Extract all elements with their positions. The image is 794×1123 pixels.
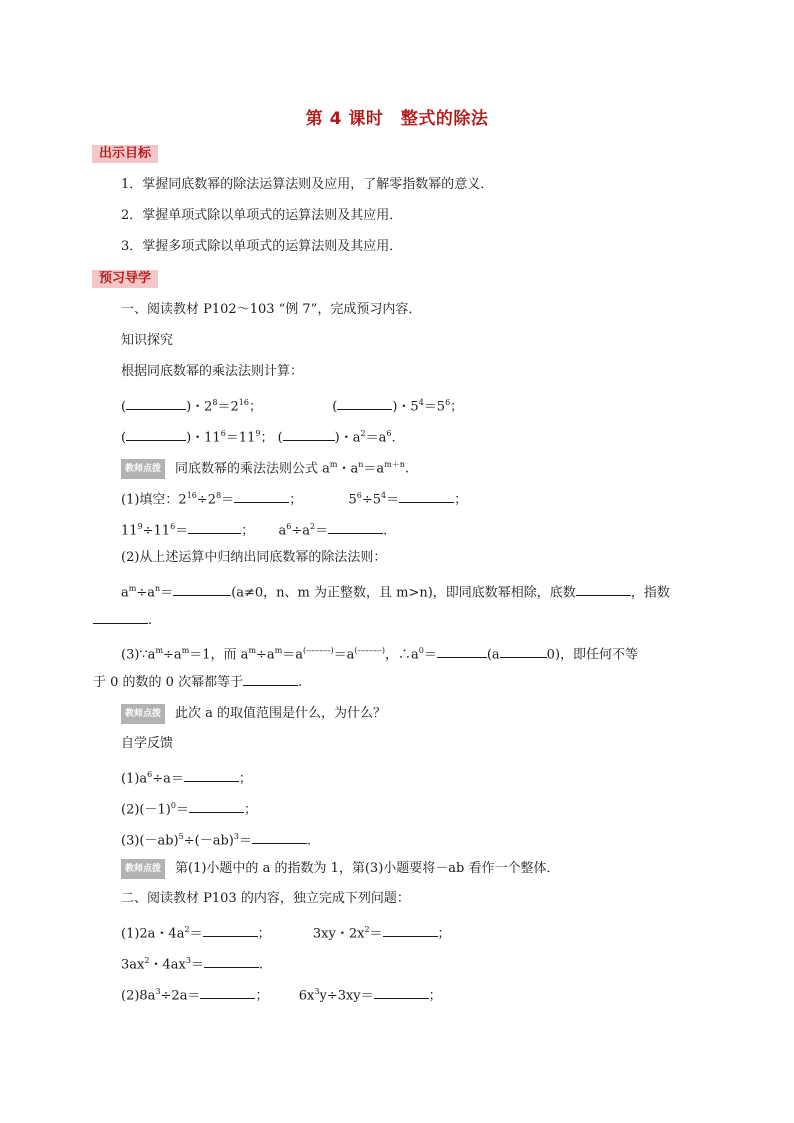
answer-blank[interactable]	[437, 645, 487, 658]
rule-question: (2)从上述运算中归纳出同底数幂的除法法则：	[121, 550, 387, 565]
feedback-item-2: $(2)(-1)^0=$ ；	[121, 801, 257, 818]
goal-item: 1．掌握同底数幂的除法运算法则及应用，了解零指数幂的意义．	[121, 177, 494, 192]
subheading-self-feedback: 自学反馈	[121, 736, 174, 751]
feedback-item-3: $(3)(-ab)^5\div(-ab)^3=$ .	[121, 832, 312, 849]
teacher-tip-badge: 教师点拨	[121, 704, 165, 724]
goal-item: 3．掌握多项式除以单项式的运算法则及其应用．	[121, 239, 403, 254]
answer-blank[interactable]	[188, 521, 241, 534]
reading-instruction-1: 一、阅读教材 P102～103 “例 7”，完成预习内容．	[121, 302, 422, 317]
answer-blank[interactable]	[184, 769, 239, 782]
answer-blank[interactable]	[173, 583, 231, 596]
section-tag-preview: 预习导学	[92, 270, 158, 288]
rule-row-2: .	[93, 611, 152, 630]
answer-blank[interactable]	[126, 397, 186, 410]
answer-blank[interactable]	[337, 397, 392, 410]
answer-blank[interactable]	[189, 800, 244, 813]
teacher-tip-2: 教师点拨 此次 a 的取值范围是什么，为什么？	[121, 704, 386, 724]
exponent-blank[interactable]: (---------)	[303, 646, 334, 655]
reading-instruction-2: 二、阅读教材 P103 的内容，独立完成下列问题：	[121, 891, 410, 906]
question-row-3: $(2)8a^3\div 2a=$ ； $6x^3y\div 3xy=$ ；	[121, 987, 442, 1004]
answer-blank[interactable]	[399, 490, 454, 503]
calc-intro: 根据同底数幂的乘法法则计算：	[121, 364, 304, 379]
teacher-tip-3: 教师点拨 第(1)小题中的 a 的指数为 1，第(3)小题要将－ab 看作一个整体．	[121, 859, 559, 879]
answer-blank[interactable]	[93, 611, 148, 624]
answer-blank[interactable]	[576, 583, 631, 596]
fill-row-2: $11^9\div 11^6=$ ； $a^6\div a^2=$ .	[121, 522, 388, 539]
answer-blank[interactable]	[283, 428, 335, 441]
fill-row-1: (1)填空：$2^{16}\div 2^8=$ ； $5^6\div 5^4=$ ；	[121, 491, 468, 508]
rule-row-1: $a^m\div a^n= (a\ne 0$，n、m 为正整数，且 m>n)，即同底数幂相除，底数 ，指数	[121, 584, 670, 601]
answer-blank[interactable]	[500, 645, 547, 658]
answer-blank[interactable]	[383, 924, 438, 937]
question-row-2: $3ax^2$・$4ax^3=$ .	[121, 956, 264, 973]
answer-blank[interactable]	[243, 673, 298, 686]
exponent-blank[interactable]: (---------)	[354, 646, 385, 655]
answer-blank[interactable]	[374, 986, 429, 999]
question-row-1: (1)2a・$4a^2=$ ； 3xy・$2x^2=$ ；	[121, 925, 451, 942]
exercise-row-2: ( )・$11^6=11^9$； ( )・$a^2=a^6$.	[121, 429, 396, 446]
zero-exponent-row-2: 于 0 的数的 0 次幂都等于 .	[93, 675, 303, 690]
subheading-knowledge: 知识探究	[121, 333, 174, 348]
answer-blank[interactable]	[203, 924, 258, 937]
feedback-item-1: $(1)a^6\div a=$ ；	[121, 770, 252, 787]
answer-blank[interactable]	[328, 521, 383, 534]
teacher-tip-badge: 教师点拨	[121, 859, 165, 879]
answer-blank[interactable]	[204, 955, 259, 968]
page-title: 第 4 课时 整式的除法	[305, 109, 489, 129]
teacher-tip-1: 教师点拨 同底数幂的乘法法则公式 $a^m$・$a^n=a^{m+n}$.	[121, 456, 409, 479]
goal-item: 2．掌握单项式除以单项式的运算法则及其应用．	[121, 208, 403, 223]
answer-blank[interactable]	[200, 986, 255, 999]
answer-blank[interactable]	[252, 831, 307, 844]
teacher-tip-badge: 教师点拨	[121, 459, 165, 479]
exercise-row-1: ( )・$2^8=2^{16}$； ( )・$5^4=5^6$；	[121, 398, 464, 415]
answer-blank[interactable]	[126, 428, 186, 441]
answer-blank[interactable]	[234, 490, 289, 503]
section-tag-goals: 出示目标	[92, 145, 158, 163]
zero-exponent-row-1: $(3)\because a^m\div a^m=1$，而 $a^m\div a^m=a^{(---------)}=a^{(---------)}$，$\therefore a^0= (a$ 0)，即任何不等	[121, 646, 639, 663]
